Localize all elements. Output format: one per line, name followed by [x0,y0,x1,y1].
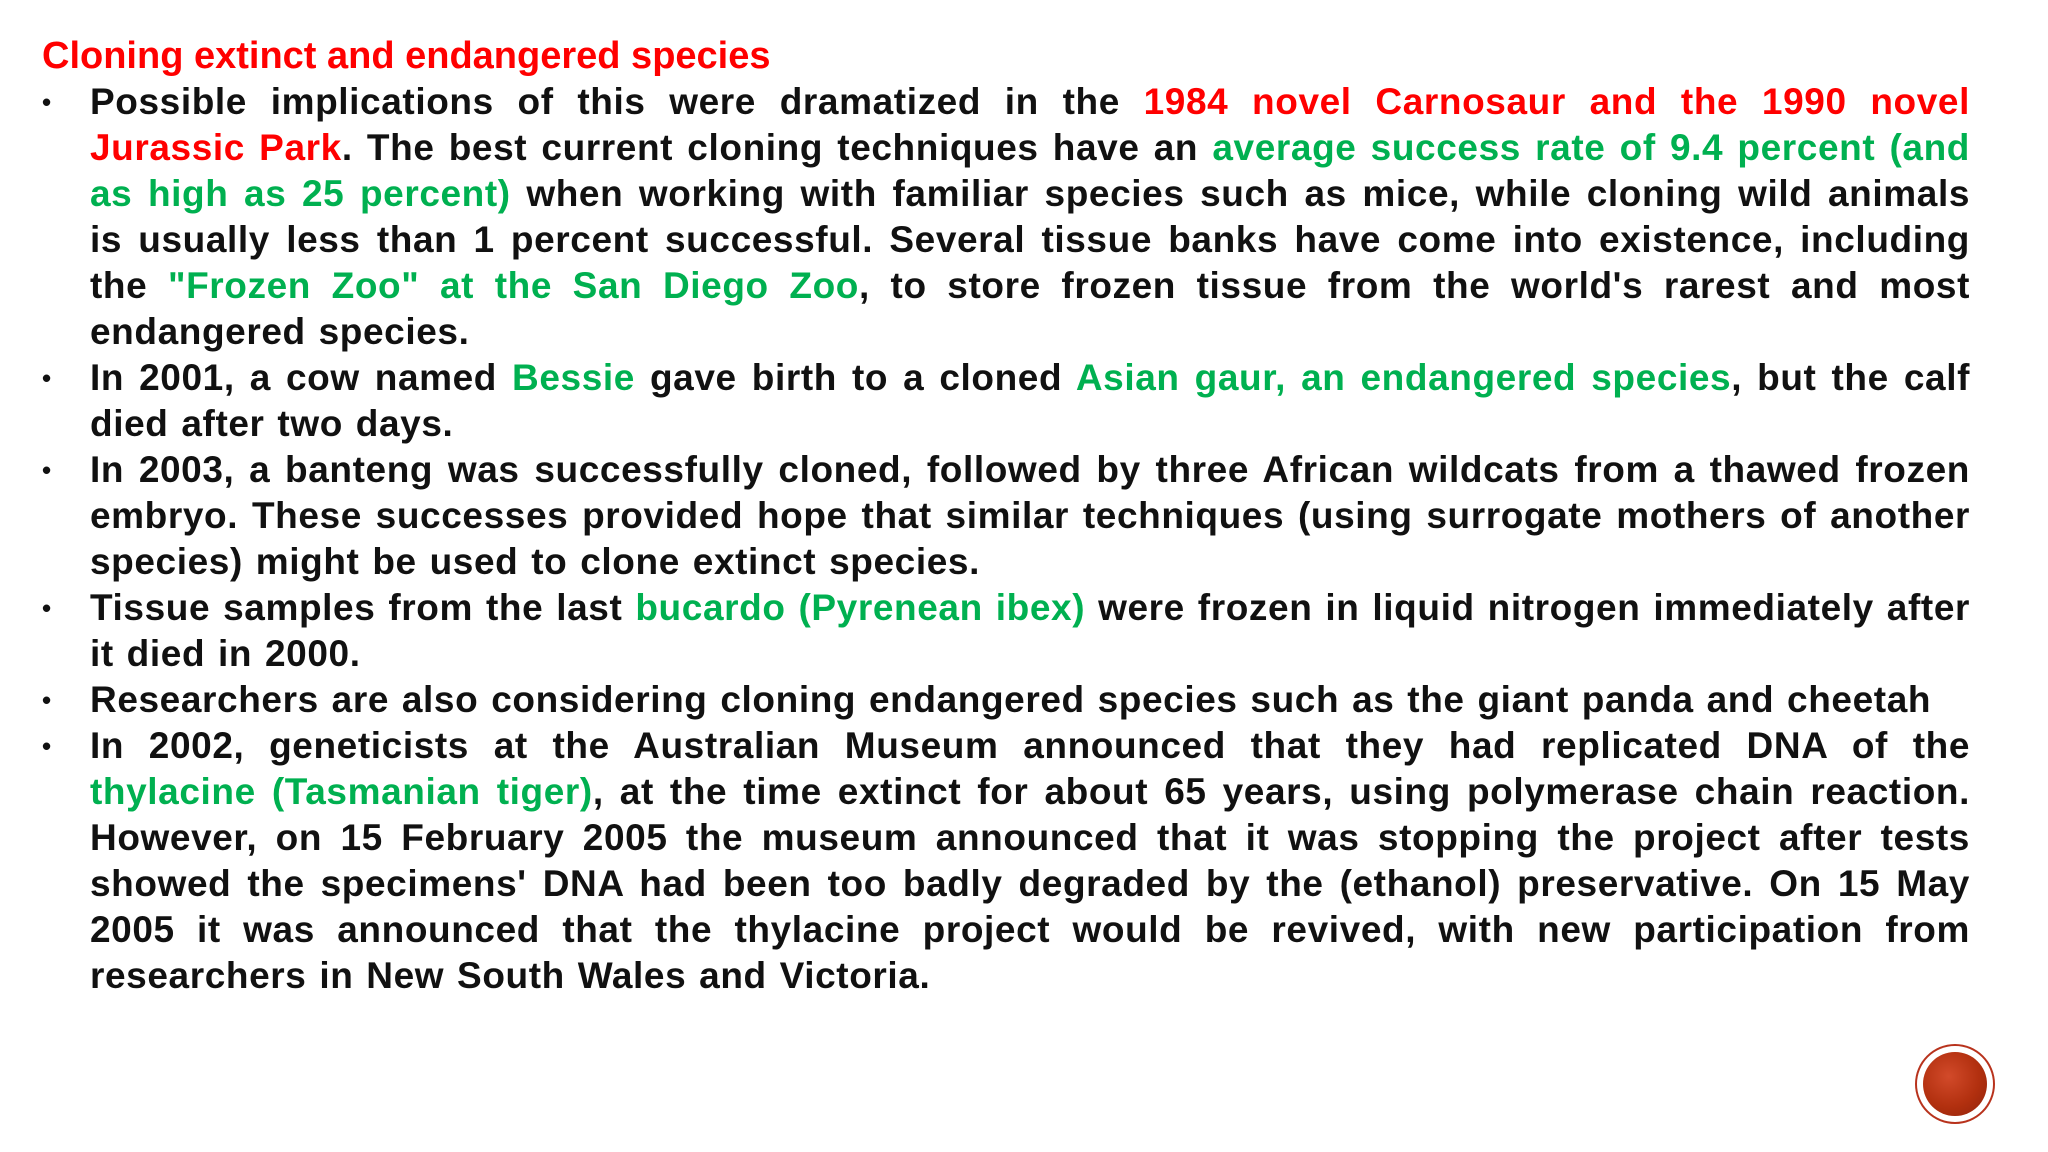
bullet-text [90,585,1970,677]
bullet-text-segment: Researchers are also considering cloning endangered species such as the giant panda and cheetah [90,679,1932,720]
highlighted-text-green: bucardo (Pyrenean ibex) [635,587,1086,628]
slide-corner-badge [1917,1046,1993,1122]
bullet-text-segment: In 2002, geneticists at the Australian Museum announced that they had replicated DNA of the [90,725,1970,766]
bullet-text-segment: , but the calf died after two days. [90,357,1970,444]
bullet-dot-icon: • [42,87,52,117]
highlighted-text-green: average success rate of 9.4 percent (and as high as 25 percent) [90,127,1971,214]
highlighted-text-green: Bessie [512,357,635,398]
bullet-text [90,355,1970,447]
bullet-text-segment: , at the time extinct for about 65 years, using polymerase chain reaction. However, on 15 February 2005 the museum announced that it was stopping the project after tests showed the specimens' DNA had been too badly degraded by the (ethanol) preservative. On 15 May 2005 it was announced that the thylacine project would be revived, with new participation from researchers in New South Wales and Victoria. [90,771,1970,996]
bullet-dot-icon: • [42,363,52,393]
highlighted-text-green: "Frozen Zoo" at the San Diego Zoo [167,265,859,306]
bullet-text-segment: Tissue samples from the last [90,587,636,628]
bullet-item [42,677,1970,723]
bullet-text [90,447,1970,585]
bullet-dot-icon: • [42,731,52,761]
bullet-text [90,677,1970,723]
bullet-item [42,585,1970,677]
bullet-text-segment: , to store frozen tissue from the world's rarest and most endangered species. [90,265,1970,352]
bullet-text-segment: In 2001, a cow named [90,357,513,398]
bullet-text-segment: In 2003, a banteng was successfully cloned, followed by three African wildcats from a thawed frozen embryo. These successes provided hope that similar techniques (using surrogate mothers of another species) might be used to clone extinct species. [90,449,1970,582]
bullet-text-segment: . The best current cloning techniques have an [341,127,1213,168]
bullet-dot-icon: • [42,455,52,485]
bullet-dot-icon: • [42,685,52,715]
badge-circle-icon [1923,1052,1987,1116]
bullet-text-segment: when working with familiar species such as mice, while cloning wild animals is usually less than 1 percent successful. Several tissue banks have come into existence, including the [90,173,1970,306]
bullet-item [42,447,1970,585]
bullet-text [90,723,1970,999]
bullet-text-segment: were frozen in liquid nitrogen immediately after it died in 2000. [90,587,1970,674]
bullet-item [42,79,1970,355]
bullet-list [42,79,1970,999]
slide-title: Cloning extinct and endangered species [42,35,771,77]
highlighted-text-red: 1984 novel Carnosaur and the 1990 novel Jurassic Park [90,81,1970,168]
bullet-text-segment: Possible implications of this were dramatized in the [90,81,1144,122]
bullet-item [42,355,1970,447]
bullet-text-segment: gave birth to a cloned [634,357,1076,398]
bullet-dot-icon: • [42,593,52,623]
bullet-text [90,79,1970,355]
bullet-item [42,723,1970,999]
highlighted-text-green: thylacine (Tasmanian tiger) [90,771,593,812]
highlighted-text-green: Asian gaur, an endangered species [1075,357,1732,398]
